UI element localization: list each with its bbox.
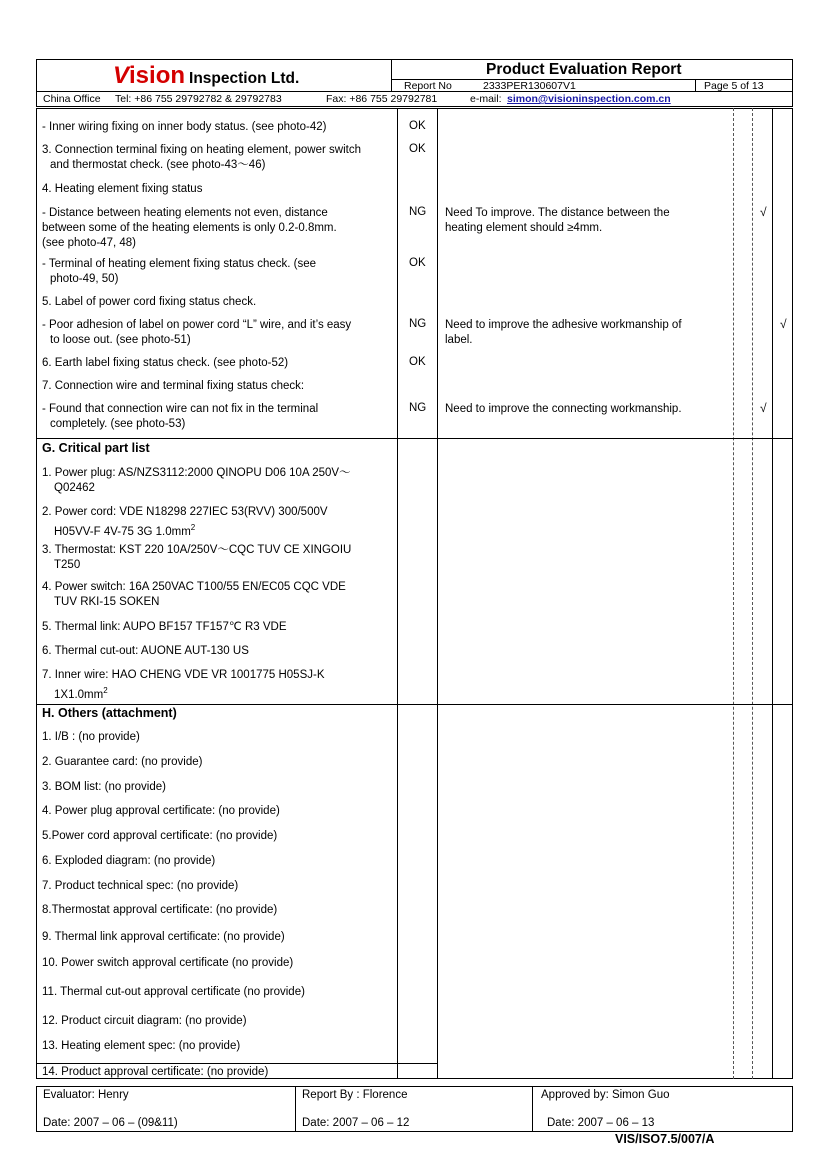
section-divider [36, 438, 793, 439]
section-title: H. Others (attachment) [42, 706, 177, 720]
list-item: 10. Power switch approval certificate (no provide) [42, 957, 294, 969]
list-item: - Terminal of heating element fixing status check. (see photo-49, 50) [42, 258, 317, 285]
signature-footer [36, 1086, 793, 1132]
list-item: 4. Power plug approval certificate: (no provide) [42, 805, 280, 817]
check-mark: √ [760, 205, 767, 219]
list-item: 11. Thermal cut-out approval certificate (no provide) [42, 986, 305, 998]
list-item: 6. Exploded diagram: (no provide) [42, 855, 216, 867]
list-item: 7. Product technical spec: (no provide) [42, 880, 239, 892]
comment: Need to improve the connecting workmanship. [445, 403, 682, 415]
column-divider [397, 108, 398, 1079]
list-item: 8.Thermostat approval certificate: (no provide) [42, 904, 278, 916]
column-divider [772, 108, 773, 1079]
status-ok: OK [409, 120, 426, 132]
list-item: 3. BOM list: (no provide) [42, 781, 166, 793]
status-ng: NG [409, 318, 427, 330]
list-item: 6. Thermal cut-out: AUONE AUT-130 US [42, 645, 249, 657]
list-item: 3. Thermostat: KST 220 10A/250V～CQC TUV CE XINGOIU T250 [42, 544, 352, 571]
approved-by: Approved by: Simon Guo [541, 1089, 670, 1101]
fax: Fax: +86 755 29792781 [326, 93, 438, 105]
status-ok: OK [409, 356, 426, 368]
company-logo: Vision Inspection Ltd. [113, 62, 300, 89]
column-divider [437, 108, 438, 1079]
status-ng: NG [409, 402, 427, 414]
report-by: Report By : Florence [302, 1089, 408, 1101]
evaluation-date: Date: 2007 – 06 – (09&11) [43, 1117, 178, 1129]
document-code: VIS/ISO7.5/007/A [615, 1132, 715, 1146]
status-ok: OK [409, 257, 426, 269]
list-item: 4. Power switch: 16A 250VAC T100/55 EN/EC05 CQC VDE TUV RKI-15 SOKEN [42, 581, 346, 608]
list-item: 9. Thermal link approval certificate: (no provide) [42, 931, 285, 943]
list-item: 2. Power cord: VDE N18298 227IEC 53(RVV) 300/500V H05VV-F 4V-75 3G $1.0mm^2$ [42, 506, 328, 538]
list-item: 5.Power cord approval certificate: (no provide) [42, 830, 278, 842]
list-item: 3. Connection terminal fixing on heating element, power switch and thermostat check. (see photo-43～46) [42, 144, 361, 171]
telephone: Tel: +86 755 29792782 & 29792783 [115, 93, 282, 105]
list-item: 1. I/B : (no provide) [42, 731, 140, 743]
check-mark: √ [760, 401, 767, 415]
report-title: Product Evaluation Report [486, 61, 682, 78]
list-item: 14. Product approval certificate: (no provide) [42, 1066, 269, 1078]
report-date: Date: 2007 – 06 – 12 [302, 1117, 410, 1129]
email-label: e-mail: [470, 93, 502, 105]
email-link[interactable]: simon@visioninspection.com.cn [507, 93, 671, 105]
page-number: Page 5 of 13 [704, 80, 764, 92]
list-item: - Inner wiring fixing on inner body status. (see photo-42) [42, 121, 327, 133]
list-item: 7. Connection wire and terminal fixing status check: [42, 380, 305, 392]
list-item: 6. Earth label fixing status check. (see photo-52) [42, 357, 289, 369]
row-divider [36, 1063, 438, 1064]
list-item: 12. Product circuit diagram: (no provide) [42, 1015, 247, 1027]
list-item: 1. Power plug: AS/NZS3112:2000 QINOPU D06 10A 250V～ Q02462 [42, 467, 351, 494]
list-item: - Poor adhesion of label on power cord “L” wire, and it’s easy to loose out. (see photo-51) [42, 319, 352, 346]
approval-date: Date: 2007 – 06 – 13 [547, 1117, 655, 1129]
list-item: 5. Thermal link: AUPO BF157 TF157℃ R3 VDE [42, 621, 287, 633]
list-item: 2. Guarantee card: (no provide) [42, 756, 203, 768]
list-item: - Distance between heating elements not even, distance between some of the heating elements is only 0.2-0.8mm. (see photo-47, 48) [42, 207, 337, 249]
office-label: China Office [43, 93, 101, 105]
comment: Need to improve the adhesive workmanship of label. [445, 319, 682, 346]
status-ng: NG [409, 206, 427, 218]
section-title: G. Critical part list [42, 441, 150, 455]
status-ok: OK [409, 143, 426, 155]
report-header [36, 59, 793, 107]
list-item: 5. Label of power cord fixing status check. [42, 296, 257, 308]
evaluator: Evaluator: Henry [43, 1089, 129, 1101]
list-item: 7. Inner wire: HAO CHENG VDE VR 1001775 H05SJ-K $1X1.0mm^2$ [42, 669, 325, 701]
list-item: 13. Heating element spec: (no provide) [42, 1040, 241, 1052]
comment: Need To improve. The distance between the heating element should ≥4mm. [445, 207, 670, 234]
section-divider [36, 704, 793, 705]
report-no-label: Report No [404, 80, 452, 92]
list-item: - Found that connection wire can not fix in the terminal completely. (see photo-53) [42, 403, 319, 430]
list-item: 4. Heating element fixing status [42, 183, 203, 195]
check-mark: √ [780, 317, 787, 331]
report-no: 2333PER130607V1 [483, 80, 576, 92]
dashed-divider [733, 108, 734, 1079]
dashed-divider [752, 108, 753, 1079]
